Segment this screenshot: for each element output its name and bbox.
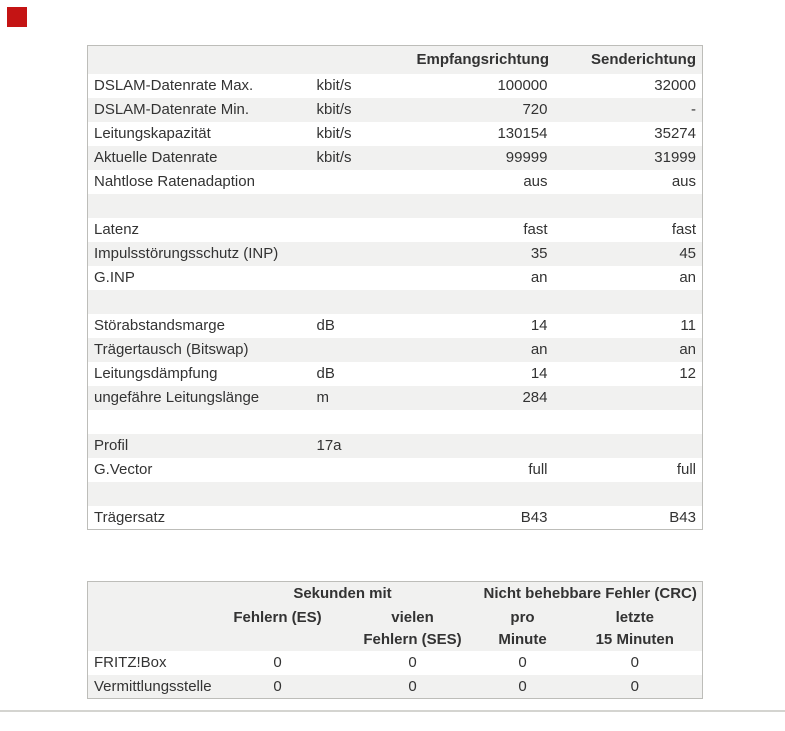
unit-cell [311,482,411,506]
error-counters-table [87,581,703,699]
tx-value-cell: 12 [679,365,696,382]
error-sub-header-row [88,606,703,651]
rx-value-cell: B43 [520,508,548,526]
header-spacer [88,582,208,606]
crc-per-minute-cell: 0 [518,677,527,695]
tx-value-cell: 11 [680,317,696,334]
tx-value-cell: full [676,461,696,478]
tx-value-cell: B43 [669,508,696,526]
tx-value-cell [554,410,703,434]
row-label: Störabstandsmarge [94,317,225,334]
crc-last-15-cell: 0 [630,677,639,695]
table-row [88,675,703,699]
spacer-row [88,410,703,434]
row-label: DSLAM-Datenrate Min. [94,101,250,118]
row-label: Profil [94,437,129,454]
row-label: Aktuelle Datenrate [94,149,218,166]
spacer-row [88,290,703,314]
tx-value-cell: an [679,269,696,286]
tx-value-cell: aus [671,173,696,190]
row-label: G.Vector [94,461,153,478]
unit-cell: dB [316,317,335,334]
rx-value-cell [411,290,554,314]
crc-last-15-cell: 0 [630,654,639,671]
unit-cell: kbit/s [316,101,352,118]
row-label: Trägersatz [94,508,166,526]
header-line: vielen [391,608,434,626]
column-header-upstream: Senderichtung [590,51,696,69]
table-row [88,218,703,242]
table-row [88,338,703,362]
unit-cell [311,194,411,218]
tx-value-cell [554,386,703,410]
table-row [88,458,703,482]
rx-value-cell: 720 [522,101,548,118]
table-row [88,362,703,386]
row-label: Vermittlungsstelle [94,677,212,695]
unit-cell [311,338,411,362]
spacer-row [88,194,703,218]
table-row [88,98,703,122]
header-line: pro [510,608,535,626]
header-spacer [88,46,311,74]
table-row [88,146,703,170]
table-row [88,314,703,338]
unit-cell [311,410,411,434]
table-row [88,434,703,458]
rx-value-cell [411,434,554,458]
table-row [88,74,703,98]
row-label: DSLAM-Datenrate Max. [94,77,254,94]
rx-value-cell: an [530,341,548,358]
rx-value-cell: fast [523,221,548,238]
rx-value-cell: 130154 [497,125,548,142]
unit-cell [311,458,411,482]
tx-value-cell [554,434,703,458]
red-marker [7,7,27,27]
column-header-per-minute [478,606,568,651]
rx-value-cell: 14 [530,317,548,334]
unit-cell [311,170,411,194]
row-label: Trägertausch (Bitswap) [94,341,249,358]
table-row [88,506,703,530]
row-label: Nahtlose Ratenadaption [94,173,255,190]
tx-value-cell: an [679,341,696,358]
ses-value-cell: 0 [408,677,417,695]
column-header-ses [348,606,478,651]
page-divider [0,710,785,712]
dsl-info-panel [87,45,702,699]
header-spacer [311,46,411,74]
tx-value-cell [554,194,703,218]
tx-value-cell: fast [671,221,696,238]
rx-value-cell: aus [523,173,548,190]
row-label [88,194,311,218]
tx-value-cell [554,290,703,314]
column-header-downstream: Empfangsrichtung [416,51,550,69]
header-line: 15 Minuten [595,630,674,648]
unit-cell [311,506,411,530]
unit-cell [311,266,411,290]
rx-value-cell: 284 [522,389,548,406]
row-label: Impulsstörungsschutz (INP) [94,245,279,262]
unit-cell [311,218,411,242]
es-value-cell: 0 [273,654,282,671]
row-label: Leitungskapazität [94,125,211,142]
table-row [88,170,703,194]
tx-value-cell: 35274 [654,125,696,142]
tx-value-cell [554,482,703,506]
header-line: Fehlern (SES) [363,630,462,648]
unit-cell: kbit/s [316,77,352,94]
unit-cell: 17a [316,437,342,454]
rx-value-cell: 100000 [497,77,548,94]
unit-cell: m [316,389,329,406]
row-label: Latenz [94,221,140,238]
unit-cell [311,290,411,314]
rx-value-cell: full [528,461,548,478]
row-label: ungefähre Leitungslänge [94,389,260,406]
table-row [88,122,703,146]
column-header-last-15-min [568,606,703,651]
table-row [88,266,703,290]
rx-value-cell [411,410,554,434]
unit-cell: kbit/s [316,125,352,142]
ses-value-cell: 0 [408,654,417,671]
es-value-cell: 0 [273,677,282,695]
rx-value-cell: 99999 [505,149,548,166]
rx-value-cell: an [530,269,548,286]
rx-value-cell [411,194,554,218]
tx-value-cell: - [691,101,696,118]
error-group-header-row [88,582,703,606]
group-header-crc-errors: Nicht behebbare Fehler (CRC) [483,585,697,603]
tx-value-cell: 32000 [654,77,696,94]
dsl-parameters-table [87,45,703,530]
header-spacer [88,606,208,651]
header-line: Minute [498,630,547,648]
header-line: Fehlern (ES) [233,608,322,626]
rx-value-cell [411,482,554,506]
unit-cell: kbit/s [316,149,352,166]
tx-value-cell: 45 [679,245,696,262]
row-label: G.INP [94,269,135,286]
row-label [88,290,311,314]
rx-value-cell: 35 [530,245,548,262]
column-header-es [208,606,348,651]
group-header-errored-seconds: Sekunden mit [293,585,392,603]
crc-per-minute-cell: 0 [518,654,527,671]
row-label [88,410,311,434]
table-row [88,242,703,266]
dsl-header-row [88,46,703,74]
row-label [88,482,311,506]
row-label: FRITZ!Box [94,654,167,671]
unit-cell: dB [316,365,335,382]
table-row [88,386,703,410]
unit-cell [311,242,411,266]
tx-value-cell: 31999 [654,149,696,166]
header-line: letzte [615,608,654,626]
rx-value-cell: 14 [530,365,548,382]
row-label: Leitungsdämpfung [94,365,218,382]
spacer-row [88,482,703,506]
table-row [88,651,703,675]
